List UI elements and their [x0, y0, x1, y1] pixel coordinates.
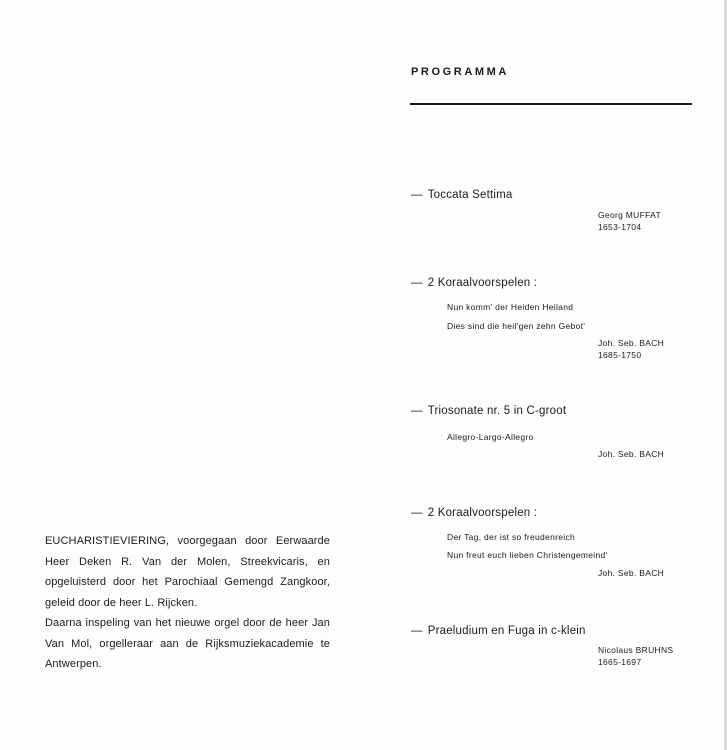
- program-item-1-composer: [598, 209, 661, 233]
- composer-years: 1685-1750: [598, 350, 642, 360]
- em-dash: —: [411, 625, 423, 637]
- intro-paragraph-2: Daarna inspeling van het nieuwe orgel door de heer Jan Van Mol, orgelleraar aan de Rijksmuziekacademie te Antwerpen.: [45, 617, 330, 670]
- program-item-4-title: [411, 507, 537, 519]
- program-item-2-composer: [598, 337, 664, 361]
- item-title-text: 2 Koraalvoorspelen :: [427, 277, 538, 289]
- item-title-text: Praeludium en Fuga in c-klein: [427, 625, 586, 637]
- program-item-1-title: [411, 189, 513, 201]
- intro-paragraph-1: EUCHARISTIEVIERING, voorgegaan door Eerwaarde Heer Deken R. Van der Molen, Streekvicaris, en opgeluisterd door het Parochiaal Gemengd Zangkoor, geleid door de heer L. Rijcken.: [45, 535, 330, 609]
- program-item-4-sub-1: Der Tag, der ist so freudenreich: [447, 532, 576, 542]
- program-item-2-sub-1: Nun komm' der Heiden Heiland: [447, 302, 574, 312]
- composer-name: Joh. Seb. BACH: [598, 449, 665, 459]
- program-item-2-title: [411, 277, 537, 289]
- program-item-4-sub-2: Nun freut euch lieben Christengemeind': [447, 550, 608, 560]
- heading-rule: [410, 103, 692, 105]
- program-item-3-title: [411, 405, 566, 417]
- item-title-text: Toccata Settima: [427, 189, 513, 201]
- composer-name: Georg MUFFAT: [598, 210, 661, 220]
- em-dash: —: [411, 405, 423, 417]
- composer-name: Nicolaus BRUHNS: [598, 645, 674, 655]
- intro-text: [45, 531, 330, 675]
- composer-years: 1665-1697: [598, 657, 642, 667]
- program-item-3-sub-1: Allegro-Largo-Allegro: [447, 432, 534, 442]
- program-item-4-composer: [598, 567, 664, 579]
- em-dash: —: [411, 189, 423, 201]
- composer-name: Joh. Seb. BACH: [598, 338, 665, 348]
- program-item-3-composer: [598, 448, 664, 460]
- item-title-text: 2 Koraalvoorspelen :: [427, 507, 538, 519]
- item-title-text: Triosonate nr. 5 in C-groot: [427, 405, 567, 417]
- em-dash: —: [411, 507, 423, 519]
- program-item-5-title: [411, 625, 586, 637]
- composer-years: 1653-1704: [598, 222, 642, 232]
- program-heading: PROGRAMMA: [411, 66, 509, 78]
- em-dash: —: [411, 277, 423, 289]
- program-item-5-composer: [598, 644, 673, 668]
- composer-name: Joh. Seb. BACH: [598, 568, 665, 578]
- program-item-2-sub-2: Dies sind die heil'gen zehn Gebot': [447, 321, 586, 331]
